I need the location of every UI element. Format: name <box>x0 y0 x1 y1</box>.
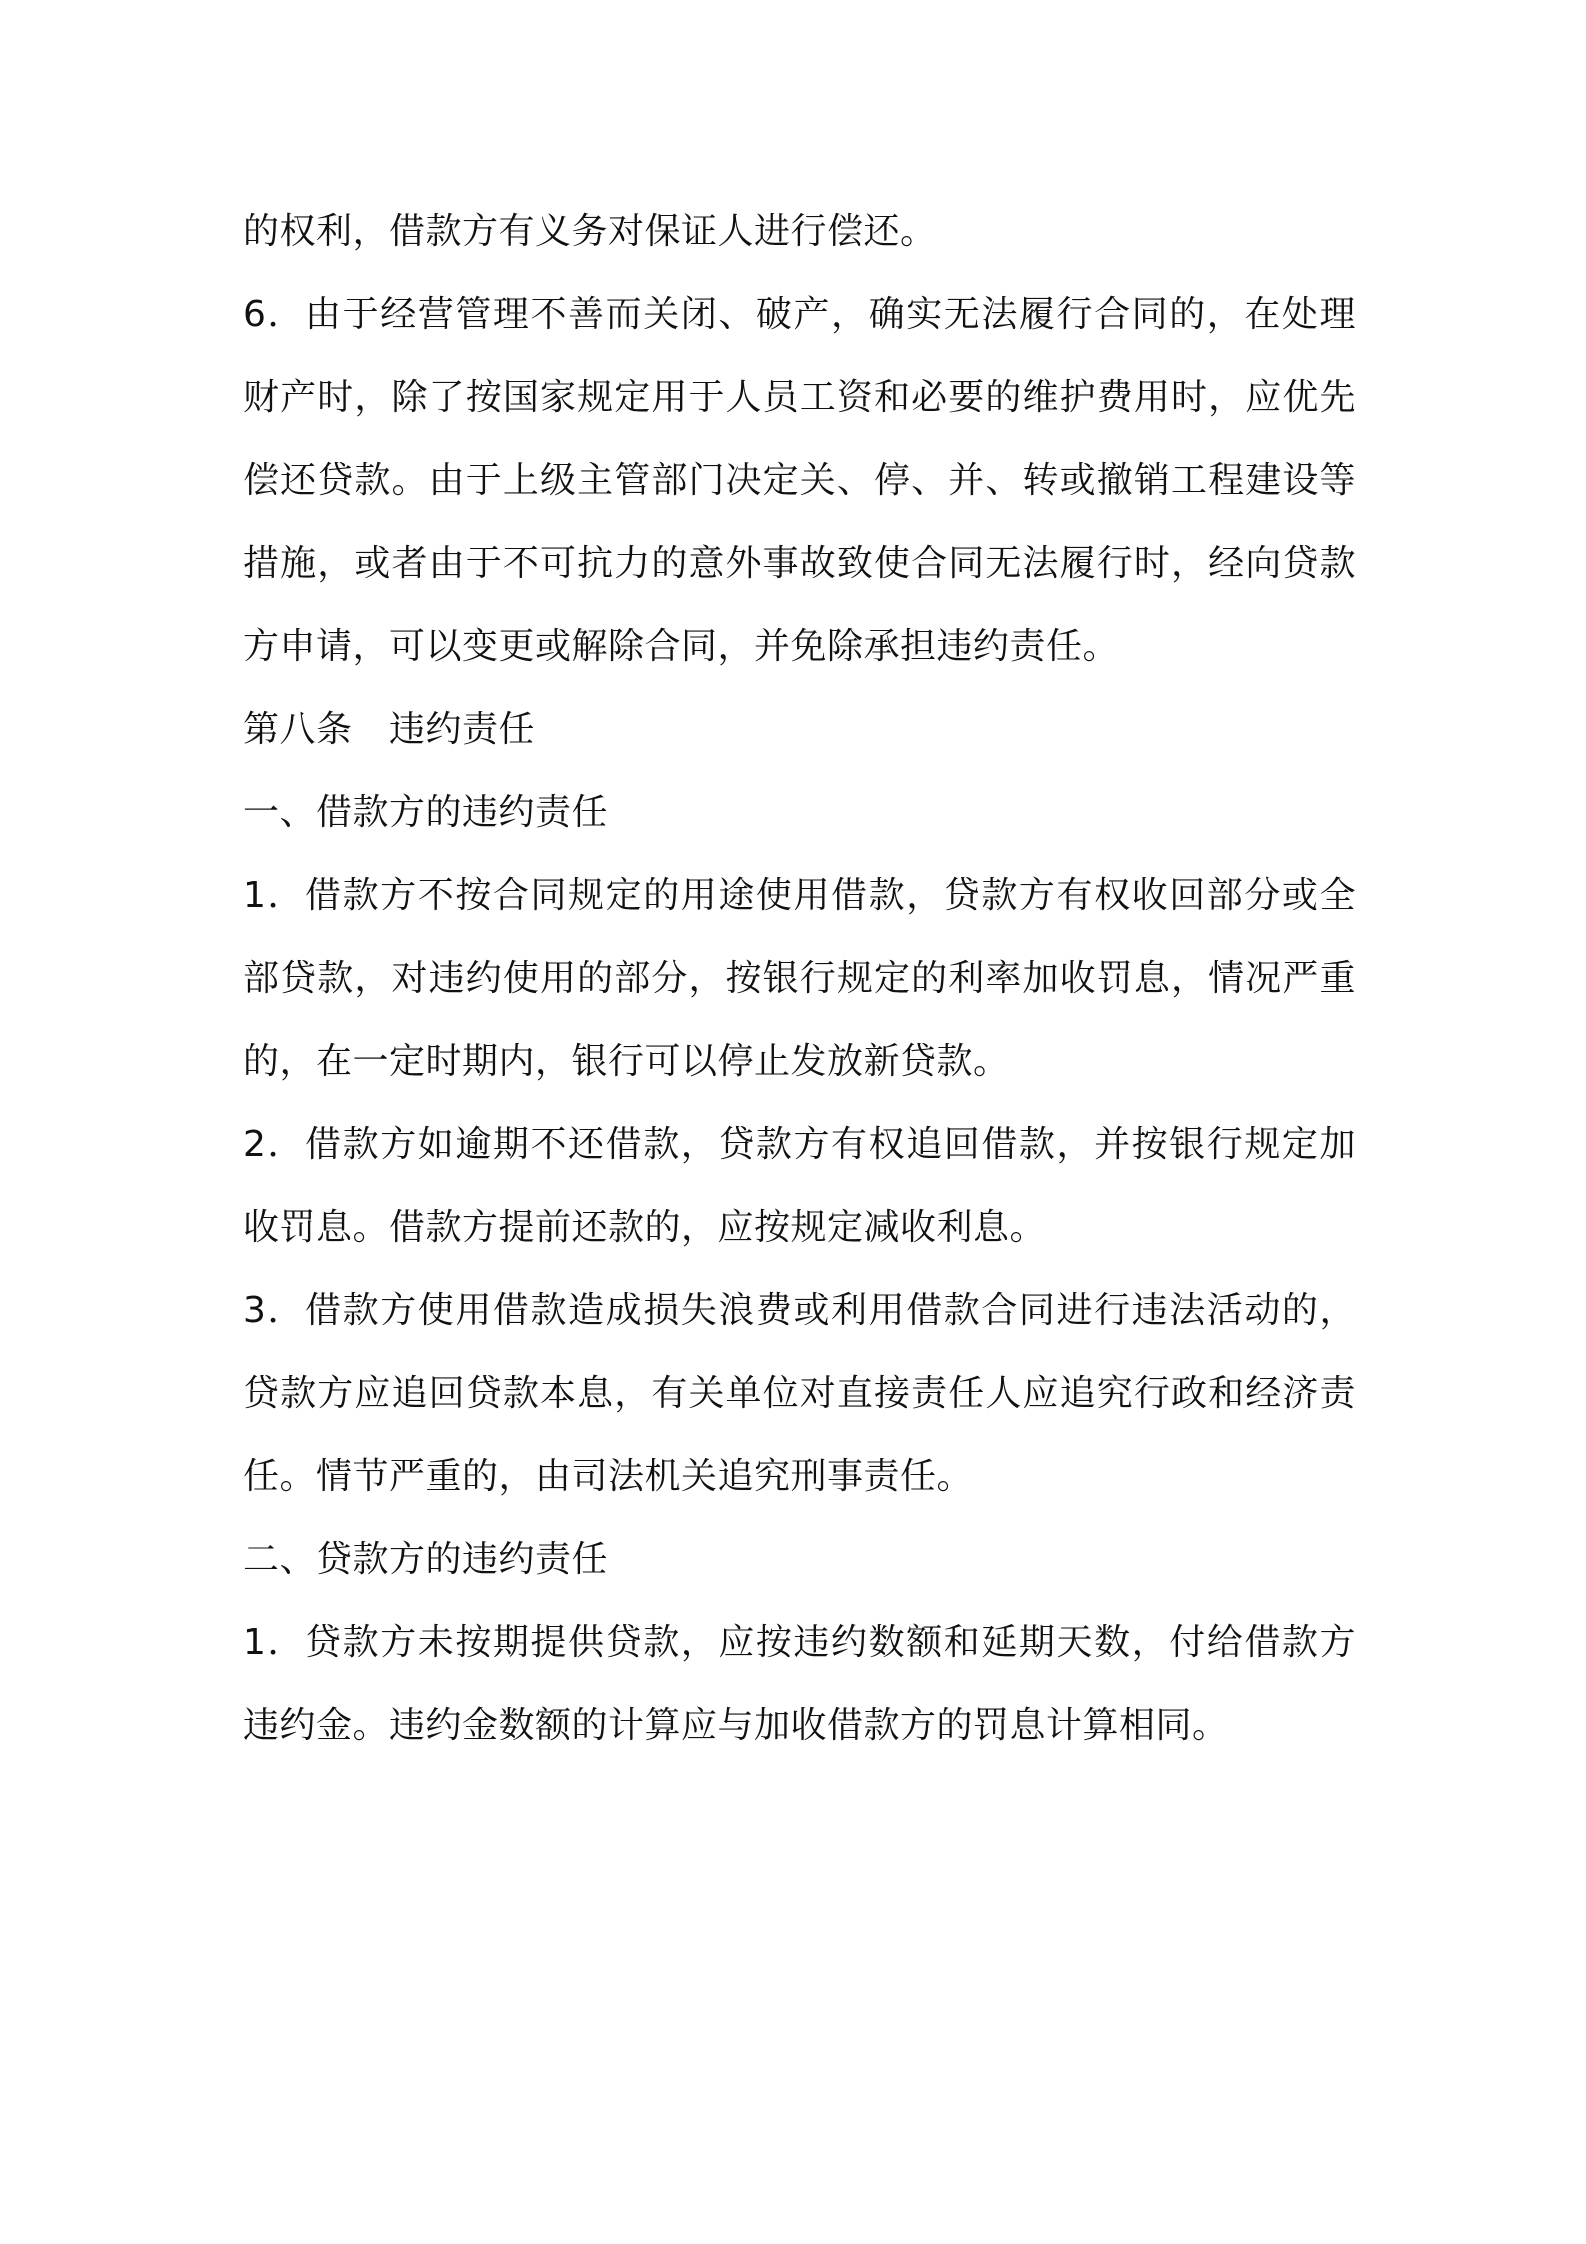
paragraph-borrower-3: 3．借款方使用借款造成损失浪费或利用借款合同进行违法活动的，贷款方应追回贷款本息，有关单位对直接责任人应追究行政和经济责任。情节严重的，由司法机关追究刑事责任。 <box>243 1290 1356 1497</box>
document-body <box>243 190 1356 1767</box>
paragraph-borrower-2: 2．借款方如逾期不还借款，贷款方有权追回借款，并按银行规定加收罚息。借款方提前还款的，应按规定减收利息。 <box>243 1124 1356 1248</box>
paragraph-continuation: 的权利，借款方有义务对保证人进行偿还。 <box>243 211 937 252</box>
article-8-heading: 第八条 违约责任 <box>243 709 536 750</box>
paragraph-borrower-1: 1．借款方不按合同规定的用途使用借款，贷款方有权收回部分或全部贷款，对违约使用的部分，按银行规定的利率加收罚息，情况严重的，在一定时期内，银行可以停止发放新贷款。 <box>243 875 1356 1082</box>
paragraph-lender-1: 1．贷款方未按期提供贷款，应按违约数额和延期天数，付给借款方违约金。违约金数额的计算应与加收借款方的罚息计算相同。 <box>243 1622 1356 1746</box>
section-2-heading: 二、贷款方的违约责任 <box>243 1539 609 1580</box>
paragraph-clause-6: 6．由于经营管理不善而关闭、破产，确实无法履行合同的，在处理财产时，除了按国家规定用于人员工资和必要的维护费用时，应优先偿还贷款。由于上级主管部门决定关、停、并、转或撤销工程建设等措施，或者由于不可抗力的意外事故致使合同无法履行时，经向贷款方申请，可以变更或解除合同，并免除承担违约责任。 <box>243 294 1356 667</box>
section-1-heading: 一、借款方的违约责任 <box>243 792 609 833</box>
